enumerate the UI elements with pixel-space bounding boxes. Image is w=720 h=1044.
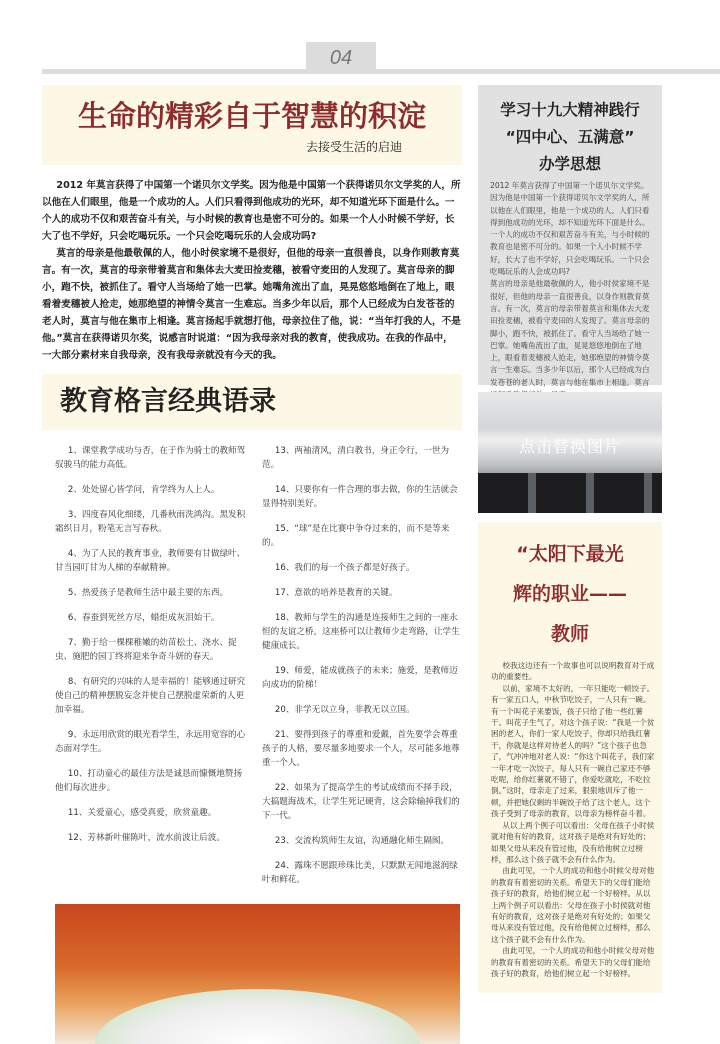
quote-item: 13、两袖清风，清白教书，身正令行，一世为范。: [262, 446, 450, 470]
paragraph: 以前，家境不太好的，一年只能吃一顿饺子。有一家五口人，中秋节吃饺子，一人只有一碗。有一个叫花子来要饭，孩子只给了他一些红薯干。叫花子生气了，对这个孩子说：“我是一个贫困的老人，你们一家人吃饺子，你却只给我红薯干，你就是这样对待老人的吗？”这个孩子也急了，气冲冲地对老人说：“你这个叫花子，我们家一年才吃一次饺子，每人只有一碗自己家还不够吃呢，给你红薯就不错了，你爱吃就吃，不吃拉倒。”这时，母亲走了过来，狠狠地训斥了他一顿，并把她仅剩的半碗饺子给了这个老人。这个孩子受到了母亲的教育，以母亲为榜样奋斗着。: [491, 683, 655, 819]
quote-item: 9、永远用欣赏的眼光看学生，永远用宽容的心态面对学生。: [55, 730, 246, 754]
header-rule: [42, 69, 720, 74]
quote-item: 22、如果为了提高学生的考试成绩而不择手段，大搞题海战术，让学生死记硬背，这会除输掉我们的下一代。: [262, 783, 460, 821]
paragraph: 由此可见，一个人的成功和他小时候父母对他的教育有着密切的关系。希望天下的父母们能给孩子好的教育，给他们树立起一个好榜样。: [491, 946, 655, 978]
quote-item: 2、处处留心皆学问，肯学终为人上人。: [67, 485, 220, 495]
quote-item: 21、要得到孩子的尊重和爱戴，首先要学会尊重孩子的人格，要尽量多地要求一个人，尽可能多地尊重一个人。: [262, 730, 460, 768]
main-article: [42, 177, 462, 364]
quote-item: 20、非学无以立身，非教无以立国。: [274, 705, 415, 715]
paragraph: 从以上两个例子可以看出：父母在孩子小时侯就对他有好的教育，这对孩子是绝对有好处的；如果父母从来没有管过他，没有给他树立过榜样，那么这个孩子就不会有什么作为。: [491, 820, 655, 864]
page-number: 04: [306, 42, 376, 72]
title-banner: [42, 85, 462, 165]
title-line: 办学思想: [538, 155, 601, 173]
quote-item: 7、勤于给一棵棵稚嫩的幼苗松土、浇水、捉虫、施肥的园丁终将迎来争奇斗妍的春天。: [55, 638, 237, 662]
title-line: 学习十九大精神践行: [500, 101, 640, 119]
title-line: 教师: [550, 623, 589, 645]
quote-item: 11、关爱童心，感受真爱，欣赏童趣。: [67, 808, 217, 818]
article-paragraph: 2012 年莫言获得了中国第一个诺贝尔文学奖。因为他是中国第一个获得诺贝尔文学奖的人，所以他在人们眼里，他是一个成功的人。人们只看得到他成功的光环，却不知道光环下面是什么。一个人的成功不仅和艰苦奋斗有关，与小时候的教育也是密不可分的。如果一个人小时候不学好，长大了也不学好，只会吃喝玩乐。一个只会吃喝玩乐的人会成功吗?: [42, 180, 461, 242]
page-subtitle: 去接受生活的启迪: [306, 140, 403, 154]
title-line: 辉的职业——: [512, 583, 627, 605]
quotes-heading: 教育格言经典语录: [60, 386, 276, 417]
quotes-column-left: [55, 444, 247, 898]
sidebar-top-title: [490, 97, 650, 178]
quote-item: 14、只要你有一件合理的事去做，你的生活就会显得特别美好。: [262, 485, 458, 509]
quote-item: 24、露珠不愿跟珍珠比美，只默默无闻地滋润绿叶和鲜花。: [262, 861, 458, 885]
quote-item: 19、师爱，能成就孩子的未来；施爱，是教师迈向成功的阶梯！: [262, 666, 458, 690]
paragraph: 由此可见，一个人的成功和他小时候父母对他的教育有着密切的关系。希望天下的父母们能给孩子好的教育，给他们树立起一个好榜样。从以上两个例子可以看出：父母在孩子小时侯就对他有好的教育，这对孩子是绝对有好处的；如果父母从来没有管过他，没有给他树立过榜样，那么这个孩子就不会有什么作为。: [491, 866, 655, 944]
sidebar-top-box: [478, 85, 662, 385]
article-paragraph: 莫言的母亲是他最敬佩的人，他小时侯家境不是很好，但他的母亲一直很善良，以身作则教育莫言。有一次，莫言的母亲带着莫言和集体去大麦田捡麦穗，被看守麦田的人发现了。莫言母亲的脚小，跑不快，被抓住了。看守人当场给了她一巴掌。她嘴角流出了血，晃晃悠悠地倒在了地上，眼看着麦穗被人抢走，她那绝望的神情令莫言一生难忘。当多少年以后，那个人已经成为白发苍苍的老人时，莫言与他在集市上相逢。莫言扬起手就想打他，母亲拉住了他，说：“当年打我的人，不是他。”莫言在获得诺贝尔奖，说感言时说道：“因为我母亲对我的教育，使我成功。在我的作品中，一大部分素材来自我母亲，没有我母亲就没有今天的我。: [42, 248, 461, 361]
sidebar-bottom-text: [491, 660, 655, 979]
open-book-image: [55, 904, 460, 1044]
title-line: “四中心、五满意”: [505, 128, 635, 146]
quote-item: 3、四度春风化细缕，几番秋雨洗鸿沟。黑发积霜织日月，粉笔无言写春秋。: [55, 510, 246, 534]
classroom-photo[interactable]: [478, 392, 662, 513]
replace-image-label[interactable]: 点击替换图片: [518, 437, 621, 456]
quote-item: 23、交流构筑师生友谊，沟通融化师生隔阂。: [274, 836, 450, 846]
quote-item: 5、热爱孩子是教师生活中最主要的东西。: [67, 588, 229, 598]
paragraph: 校我这边还有一个故事也可以说明教育对于成功的重要性。: [491, 661, 655, 682]
quote-item: 4、为了人民的教育事业，教师要有甘做绿叶、甘当园叮甘为人梯的奉献精神。: [55, 549, 246, 573]
left-column: [42, 85, 462, 1044]
quote-item: 6、春蚕到死丝方尽，蜡炬成灰泪始干。: [67, 613, 220, 623]
quote-item: 1、课堂教学成功与否，在于作为骑士的教师驾驭骏马的能力高低。: [55, 446, 246, 470]
quotes-banner: [42, 374, 462, 430]
sidebar-bottom-title: [485, 534, 655, 654]
quotes-columns: [42, 444, 462, 898]
title-line: “太阳下最光: [516, 543, 624, 565]
sidebar-bottom-box: [478, 522, 662, 993]
sidebar-top-text: 2012 年莫言获得了中国第一个诺贝尔文学奖。因为他是中国第一个获得诺贝尔文学奖的人，所以他在人们眼里，他是一个成功的人。人们只看得到他成功的光环，却不知道光环下面是什么。一个人的成功不仅和艰苦奋斗有关，与小时候的教育也是密不可分的。如果一个人小时候不学好，长大了也不学好，只会吃喝玩乐。一个只会吃喝玩乐的人会成功吗? 莫言的母亲是他最敬佩的人，他小时侯家境不是很好，但他的母亲一直很善良，以身作则教育莫言。有一次，莫言的母亲带着莫言和集体去大麦田捡麦穗，被看守麦田的人发现了。莫言母亲的脚小，跑不快，被抓住了。看守人当场给了她一巴掌。她嘴角流出了血，晃晃悠悠地倒在了地上，眼看着麦穗被人抢走，她那绝望的神情令莫言一生难忘。当多少年以后，那个人已经成为白发苍苍的老人时，莫言与他在集市上相逢。莫言: [490, 181, 650, 387]
quotes-column-right: [262, 444, 462, 898]
quote-item: 10、打动童心的最佳方法是诚恳而慷慨地赞扬他们每次进步。: [55, 769, 243, 793]
quote-item: 8、有研究的兴味的人是幸福的！能够通过研究使自己的精神摆脱妄念并使自己摆脱虚荣新的人更加幸福。: [55, 677, 246, 715]
right-column: [478, 85, 662, 993]
quote-item: 16、我们的每一个孩子都是好孩子。: [274, 563, 415, 573]
quote-item: 17、意欲的培养是教育的关键。: [274, 588, 398, 598]
quote-item: 18、教师与学生的沟通是连接师生之间的一座永恒的友谊之桥，这座桥可以让教师少走弯路，让学生健康成长。: [262, 613, 460, 651]
quote-item: 15、“球”是在比赛中争夺过来的，而不是等来的。: [262, 524, 450, 548]
quote-item: 12、芳林新叶催陈叶，流水前波让后波。: [67, 833, 225, 843]
page-title: 生命的精彩自于智慧的积淀: [77, 99, 426, 133]
